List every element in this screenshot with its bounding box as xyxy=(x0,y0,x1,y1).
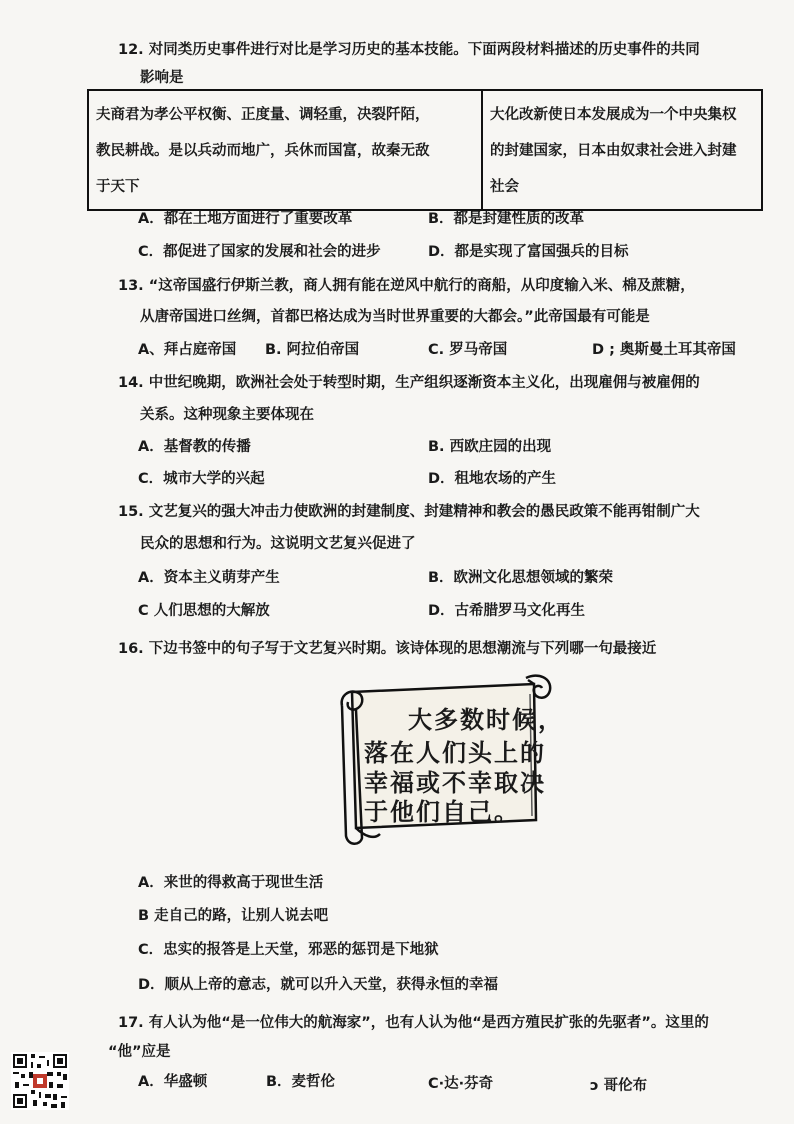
q12-stem-line1: 12. 对同类历史事件进行对比是学习历史的基本技能。下面两段材料描述的历史事件的共同 xyxy=(118,42,700,58)
material-left-line: 夫商君为孝公平权衡、正度量、调轻重，决裂阡陌， xyxy=(96,107,430,123)
q12-material-left xyxy=(88,90,482,210)
q16-option-c[interactable]: C．忠实的报答是上天堂，邪恶的惩罚是下地狱 xyxy=(138,942,439,958)
q13-stem-line2: 从唐帝国进口丝绸，首都巴格达成为当时世界重要的大都会。”此帝国最有可能是 xyxy=(140,309,650,325)
q17-stem-line1: 17. 有人认为他“是一位伟大的航海家”，也有人认为他“是西方殖民扩张的先驱者”。这里的 xyxy=(118,1015,709,1031)
q16-option-b[interactable]: B 走自己的路，让别人说去吧 xyxy=(138,908,329,924)
q14-option-c[interactable]: C．城市大学的兴起 xyxy=(138,471,265,487)
q17-option-c[interactable]: C·达·芬奇 xyxy=(428,1076,494,1092)
bookmark-line-3: 幸福或不幸取决 xyxy=(364,768,546,797)
q13-option-d[interactable]: D ; 奥斯曼土耳其帝国 xyxy=(592,342,736,358)
q14-option-b[interactable]: B. 西欧庄园的出现 xyxy=(428,439,552,455)
q17-option-d[interactable]: ↄ 哥伦布 xyxy=(590,1078,648,1094)
bookmark-line-2: 落在人们头上的 xyxy=(364,738,546,767)
q17-stem-line2: “他”应是 xyxy=(108,1044,171,1060)
q15-stem-line1: 15. 文艺复兴的强大冲击力使欧洲的封建制度、封建精神和教会的愚民政策不能再钳制广大 xyxy=(118,504,700,520)
q12-option-d[interactable]: D．都是实现了富国强兵的目标 xyxy=(428,244,629,260)
q13-option-a[interactable]: A、拜占庭帝国 xyxy=(138,342,237,358)
q13-option-b[interactable]: B. 阿拉伯帝国 xyxy=(265,342,360,358)
bookmark-line-4: 于他们自己。 xyxy=(364,797,520,826)
q13-option-c[interactable]: C. 罗马帝国 xyxy=(428,342,508,358)
q17-option-a[interactable]: A．华盛顿 xyxy=(138,1074,208,1090)
q12-option-a[interactable]: A．都在土地方面进行了重要改革 xyxy=(138,211,353,227)
material-left-line: 教民耕战。是以兵动而地广，兵休而国富，故秦无敌 xyxy=(96,143,430,159)
q14-option-a[interactable]: A．基督教的传播 xyxy=(138,439,251,455)
q14-stem-line1: 14. 中世纪晚期，欧洲社会处于转型时期，生产组织逐渐资本主义化，出现雇佣与被雇佣的 xyxy=(118,375,700,391)
q12-material-table xyxy=(87,89,763,211)
bookmark-line-1: 大多数时候， xyxy=(408,705,564,734)
q16-stem-line1: 16. 下边书签中的句子写于文艺复兴时期。该诗体现的思想潮流与下列哪一句最接近 xyxy=(118,641,657,657)
q12-material-right xyxy=(482,90,762,210)
q15-option-c[interactable]: C 人们思想的大解放 xyxy=(138,603,270,619)
q15-stem-line2: 民众的思想和行为。这说明文艺复兴促进了 xyxy=(140,536,416,552)
material-left-line: 于天下 xyxy=(96,179,140,195)
q12-option-b[interactable]: B．都是封建性质的改革 xyxy=(428,211,585,227)
q12-option-c[interactable]: C．都促进了国家的发展和社会的进步 xyxy=(138,244,381,260)
material-right-line: 社会 xyxy=(490,179,519,195)
q15-option-b[interactable]: B．欧洲文化思想领域的繁荣 xyxy=(428,570,614,586)
qr-code-icon xyxy=(11,1052,69,1110)
q14-option-d[interactable]: D．租地农场的产生 xyxy=(428,471,557,487)
q13-stem-line1: 13. “这帝国盛行伊斯兰教，商人拥有能在逆风中航行的商船，从印度输入米、棉及蔗糖， xyxy=(118,278,695,294)
q16-option-a[interactable]: A．来世的得救高于现世生活 xyxy=(138,875,324,891)
q12-stem-line2: 影响是 xyxy=(140,70,184,86)
q14-stem-line2: 关系。这种现象主要体现在 xyxy=(140,407,314,423)
material-right-line: 的封建国家，日本由奴隶社会进入封建 xyxy=(490,143,737,159)
q17-option-b[interactable]: B．麦哲伦 xyxy=(266,1074,336,1090)
q16-option-d[interactable]: D．顺从上帝的意志，就可以升入天堂，获得永恒的幸福 xyxy=(138,977,499,993)
material-right-line: 大化改新使日本发展成为一个中央集权 xyxy=(490,107,737,123)
q15-option-a[interactable]: A．资本主义萌芽产生 xyxy=(138,570,280,586)
q15-option-d[interactable]: D．古希腊罗马文化再生 xyxy=(428,603,586,619)
